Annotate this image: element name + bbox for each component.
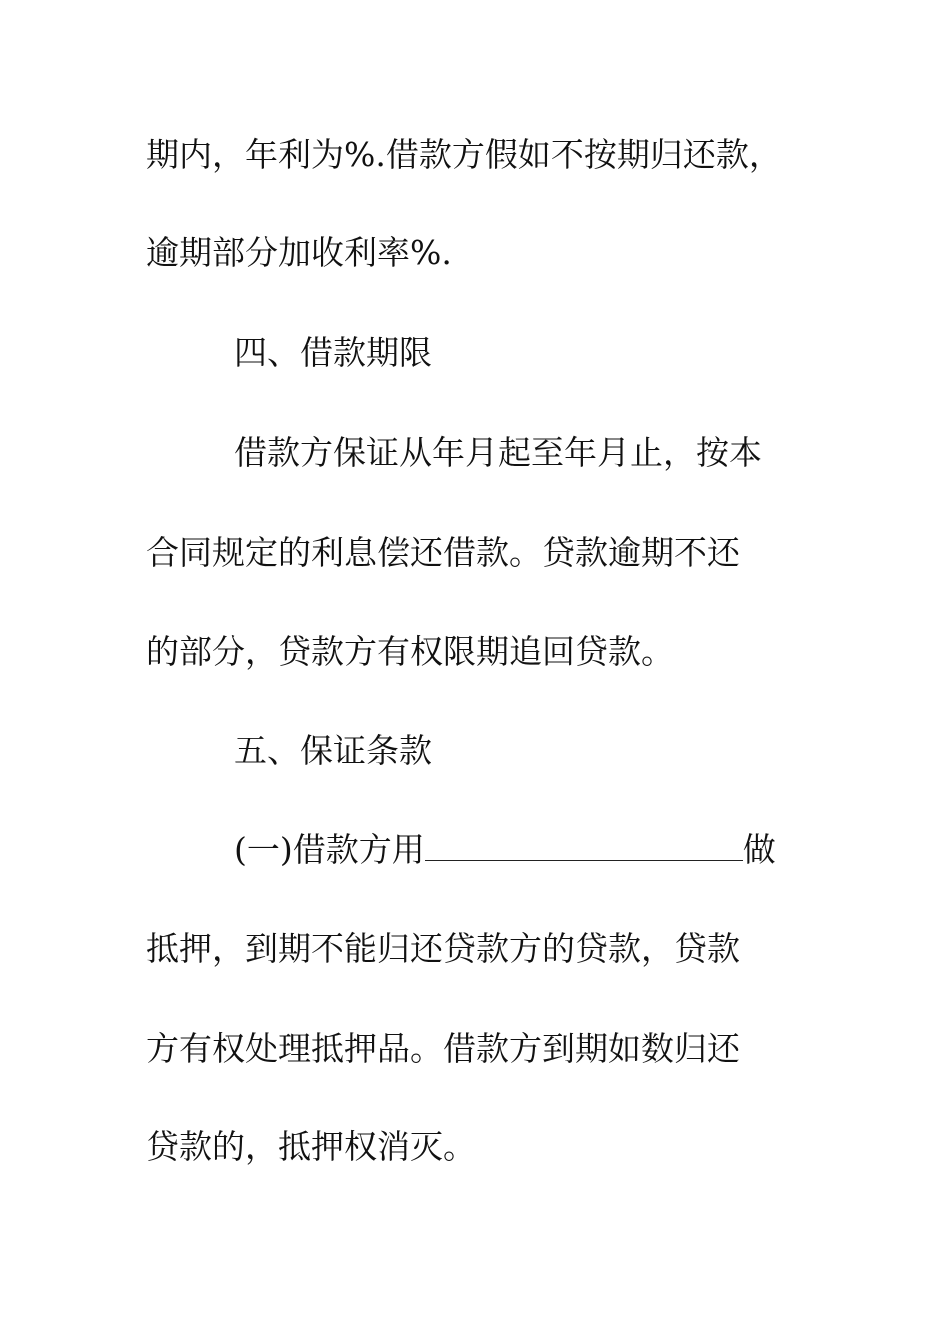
- clause-one-suffix: 做: [742, 830, 776, 869]
- paragraph-line: 借款方保证从年月起至年月止，按本: [234, 433, 762, 472]
- paragraph-line: 抵押，到期不能归还贷款方的贷款，贷款: [146, 929, 740, 968]
- section-heading-loan-term: 四、借款期限: [234, 333, 432, 372]
- paragraph-line: 贷款的，抵押权消灭。: [146, 1127, 476, 1166]
- paragraph-line: 方有权处理抵押品。借款方到期如数归还: [146, 1029, 740, 1068]
- section-heading-guarantee-terms: 五、保证条款: [234, 731, 432, 770]
- clause-one-prefix: (一)借款方用: [234, 830, 425, 869]
- paragraph-line: 逾期部分加收利率%.: [146, 233, 452, 272]
- paragraph-line: 的部分，贷款方有权限期追回贷款。: [146, 632, 674, 671]
- paragraph-line: 期内，年利为%.借款方假如不按期归还款，: [146, 135, 782, 174]
- fill-in-blank: [425, 828, 743, 861]
- paragraph-line: 合同规定的利息偿还借款。贷款逾期不还: [146, 533, 740, 572]
- clause-one-line: [234, 825, 806, 875]
